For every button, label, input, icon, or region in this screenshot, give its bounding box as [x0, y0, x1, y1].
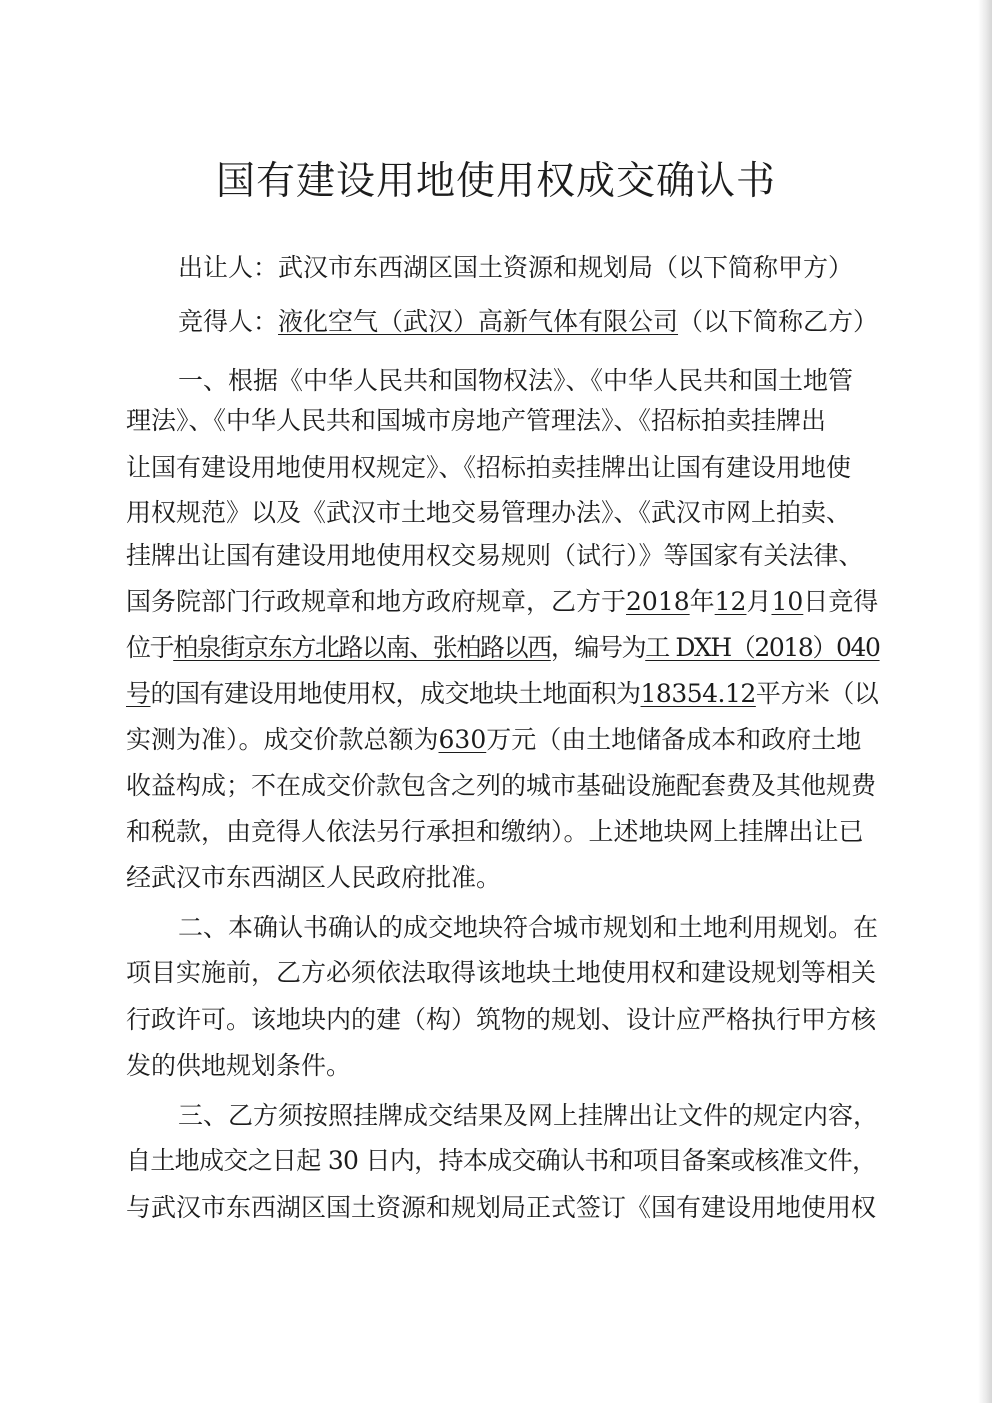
- transferor-label: 出让人：: [178, 253, 279, 282]
- section2-line: 行政许可。该地块内的建（构）筑物的规划、设计应严格执行甲方核: [126, 1005, 877, 1034]
- section1-line: 理法》、《中华人民共和国城市房地产管理法》、《招标拍卖挂牌出: [126, 406, 827, 435]
- section2-line: 项目实施前，乙方必须依法取得该地块土地使用权和建设规划等相关: [126, 958, 877, 987]
- bidder-name: 液化空气（武汉）高新气体有限公司: [278, 307, 679, 336]
- deal-year: 2018: [626, 587, 690, 616]
- parcel-location: 柏泉街京东方北路以南、张柏路以西: [173, 633, 551, 662]
- deal-day-unit: 日竞得: [803, 587, 879, 616]
- section1-area-line: [126, 678, 878, 710]
- transferor-suffix: （以下简称甲方）: [653, 253, 854, 282]
- bidder-suffix: （以下简称乙方）: [678, 307, 879, 336]
- section3-line: 与武汉市东西湖区国土资源和规划局正式签订《国有建设用地使用权: [126, 1193, 877, 1222]
- parcel-id: 工 DXH（2018）040: [645, 633, 880, 662]
- bidder-label: 竞得人：: [178, 307, 279, 336]
- deal-month-unit: 月: [746, 587, 772, 616]
- parcel-area: 18354.12: [640, 679, 756, 708]
- section1-text: 位于: [126, 633, 174, 662]
- deal-year-unit: 年: [689, 587, 715, 616]
- section1-text: ，编号为: [550, 633, 646, 662]
- section1-text: 的国有建设用地使用权，成交地块土地面积为: [150, 679, 641, 708]
- page-edge-shadow: [978, 0, 992, 1403]
- deal-price: 630: [438, 725, 487, 754]
- parcel-id-end: 号: [126, 679, 151, 708]
- section1-line: 经武汉市东西湖区人民政府批准。: [126, 863, 502, 892]
- section2-line: 发的供地规划条件。: [126, 1051, 352, 1080]
- transferor-name: 武汉市东西湖区国土资源和规划局: [278, 253, 654, 282]
- bidder-line: [178, 306, 878, 338]
- section1-text: 实测为准）。成交价款总额为: [126, 725, 439, 754]
- section1-date-line: [126, 586, 878, 618]
- section1-line: 收益构成；不在成交价款包含之列的城市基础设施配套费及其他规费: [126, 771, 877, 800]
- section1-text: 万元（由土地储备成本和政府土地: [486, 725, 862, 754]
- section3-line: 三、乙方须按照挂牌成交结果及网上挂牌出让文件的规定内容，: [178, 1101, 879, 1130]
- section1-text: 国务院部门行政规章和地方政府规章，乙方于: [126, 587, 627, 616]
- document-title: 国有建设用地使用权成交确认书: [215, 159, 776, 204]
- section1-line: 用权规范》以及《武汉市土地交易管理办法》、《武汉市网上拍卖、: [126, 498, 852, 527]
- deal-day: 10: [771, 587, 804, 616]
- section1-location-line: [126, 632, 881, 664]
- section1-line: 挂牌出让国有建设用地使用权交易规则（试行）》等国家有关法律、: [126, 541, 864, 570]
- deal-month: 12: [714, 587, 747, 616]
- area-unit: 平方米（以: [755, 679, 879, 708]
- transferor-line: [178, 252, 858, 284]
- section1-price-line: [126, 724, 878, 756]
- section1-line: 和税款，由竞得人依法另行承担和缴纳）。上述地块网上挂牌出让已: [126, 817, 864, 846]
- section1-line: 让国有建设用地使用权规定》、《招标拍卖挂牌出让国有建设用地使: [126, 453, 852, 482]
- section3-line: 自土地成交之日起 30 日内，持本成交确认书和项目备案或核准文件，: [126, 1146, 877, 1175]
- section2-line: 二、本确认书确认的成交地块符合城市规划和土地利用规划。在: [178, 913, 879, 942]
- section1-line: 一、根据《中华人民共和国物权法》、《中华人民共和国土地管: [178, 366, 854, 395]
